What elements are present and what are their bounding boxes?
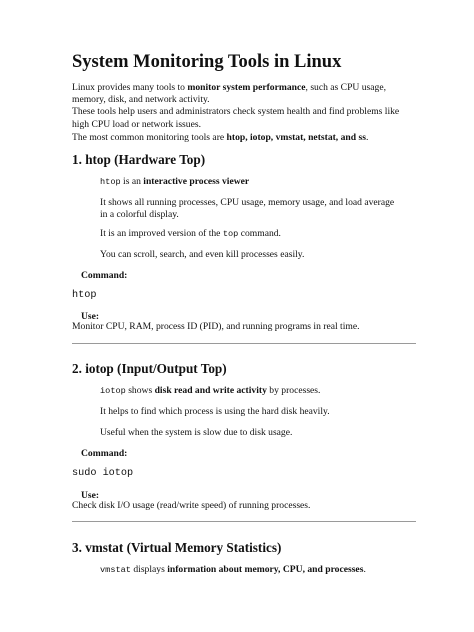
section-divider: [72, 343, 416, 344]
page-title: System Monitoring Tools in Linux: [72, 52, 342, 72]
iotop-bullet-2: It helps to find which process is using the hard disk heavily.: [100, 406, 330, 417]
bullet-text: shows: [125, 385, 155, 396]
section-heading-htop: 1. htop (Hardware Top): [72, 152, 206, 167]
intro-text: Linux provides many tools to: [72, 82, 188, 93]
common-bold: htop, iotop, vmstat, netstat, and ss: [226, 132, 366, 143]
use-text: Monitor CPU, RAM, process ID (PID), and running programs in real time.: [72, 321, 360, 332]
inline-code: vmstat: [100, 565, 131, 575]
common-tools-paragraph: [72, 132, 368, 144]
bullet-bold: information about memory, CPU, and processes: [167, 564, 364, 575]
section-heading-vmstat: 3. vmstat (Virtual Memory Statistics): [72, 540, 282, 555]
htop-bullet-2: [100, 197, 394, 221]
htop-bullet-4: You can scroll, search, and even kill processes easily.: [100, 249, 305, 260]
bullet-bold: disk read and write activity: [154, 385, 267, 396]
use-text: Check disk I/O usage (read/write speed) of running processes.: [72, 500, 311, 511]
bullet-text: It is an improved version of the: [100, 228, 223, 239]
common-text: The most common monitoring tools are: [72, 132, 227, 143]
common-text: .: [365, 132, 369, 143]
section-divider: [72, 521, 416, 522]
intro-bold: monitor system performance: [187, 82, 306, 93]
inline-code: top: [222, 229, 239, 239]
intro-text: , such as CPU usage,: [305, 82, 386, 93]
bullet-text: in a colorful display.: [100, 209, 179, 221]
inline-code: htop: [100, 177, 121, 187]
htop-bullet-3: [100, 228, 281, 240]
intro-paragraph: [72, 82, 399, 131]
bullet-bold: interactive process viewer: [143, 176, 250, 187]
bullet-text: .: [363, 564, 366, 575]
use-label: Use:: [81, 311, 100, 322]
command-text: htop: [72, 290, 97, 301]
intro-text: high CPU load or network issues.: [72, 118, 201, 130]
vmstat-bullet-1: [100, 564, 366, 576]
iotop-bullet-3: Useful when the system is slow due to disk usage.: [100, 427, 293, 438]
iotop-bullet-1: [100, 385, 320, 397]
command-label: Command:: [81, 270, 128, 281]
bullet-text: displays: [130, 564, 168, 575]
bullet-text: It shows all running processes, CPU usage, memory usage, and load average: [100, 197, 395, 208]
command-label: Command:: [81, 448, 128, 459]
intro-text: These tools help users and administrators check system health and find problems like: [72, 106, 400, 118]
section-heading-iotop: 2. iotop (Input/Output Top): [72, 361, 227, 376]
htop-bullet-1: [100, 176, 249, 188]
use-label: Use:: [81, 490, 100, 501]
bullet-text: command.: [238, 228, 281, 239]
inline-code: iotop: [100, 386, 126, 396]
bullet-text: by processes.: [266, 385, 321, 396]
intro-text: memory, disk, and network activity.: [72, 94, 210, 106]
bullet-text: is an: [120, 176, 144, 187]
command-text: sudo iotop: [72, 468, 134, 479]
